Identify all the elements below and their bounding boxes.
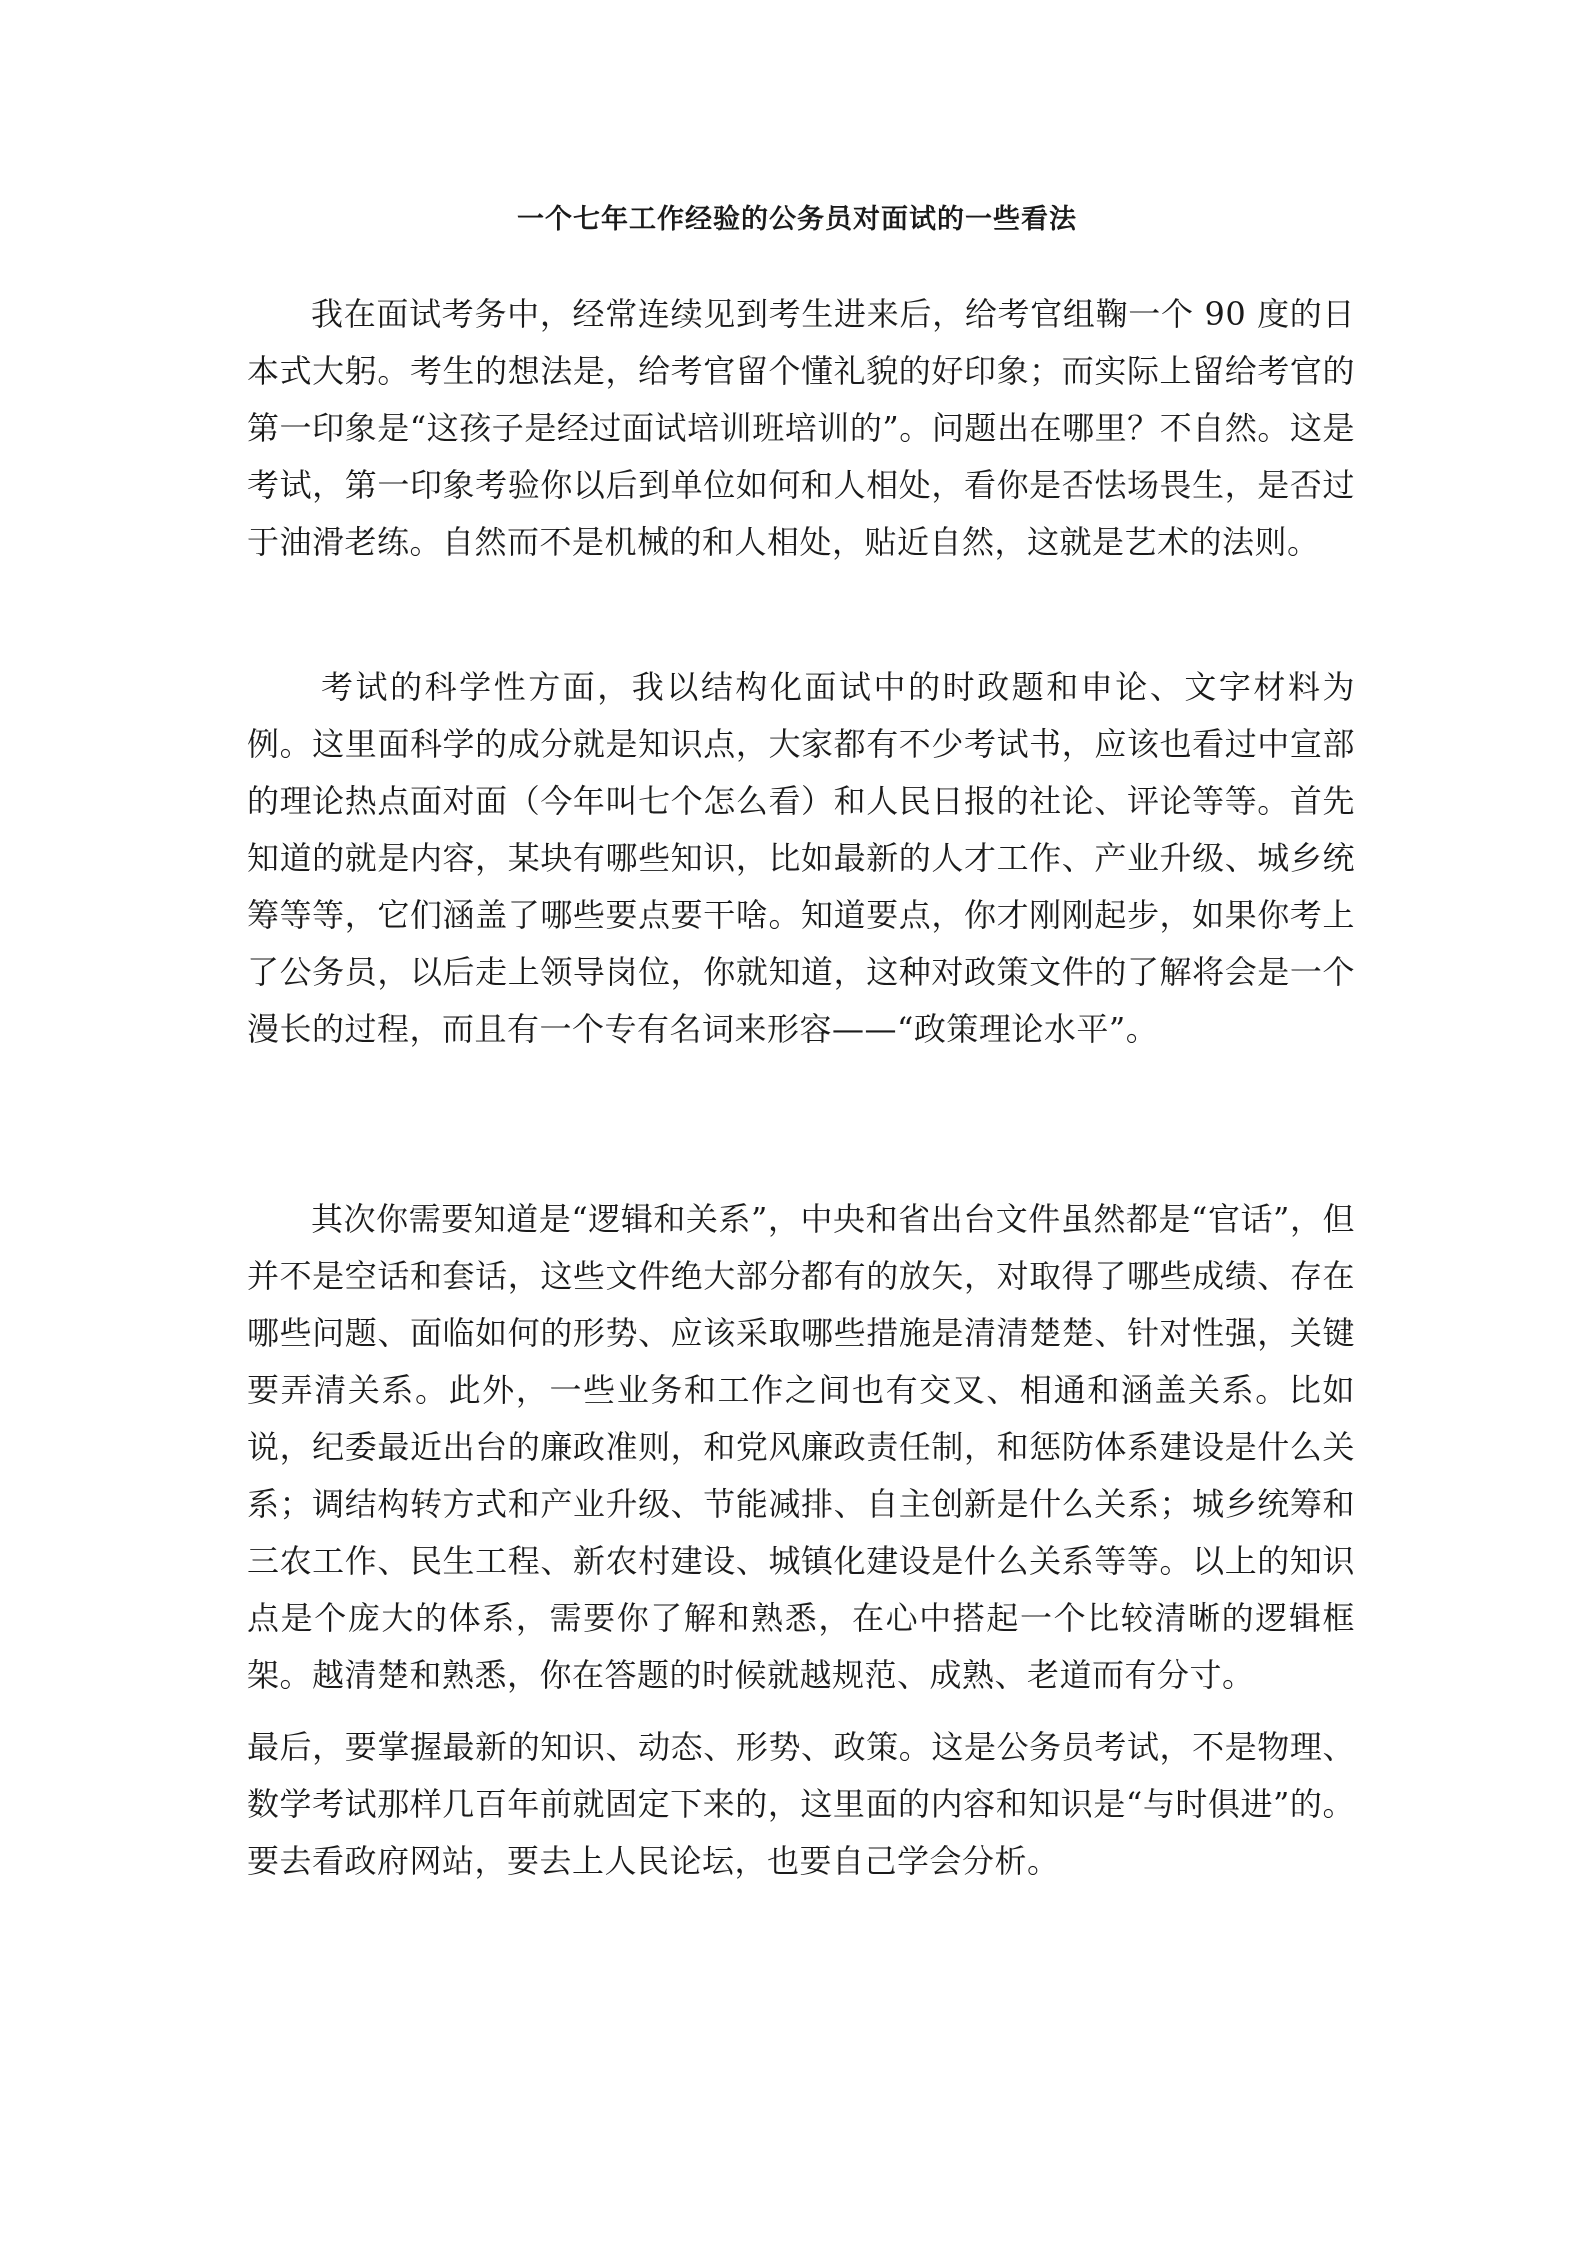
- paragraph-4: 最后，要掌握最新的知识、动态、形势、政策。这是公务员考试，不是物理、数学考试那样几百年前就固定下来的，这里面的内容和知识是“与时俱进”的。要去看政府网站，要去上人民论坛，也要自己学会分析。: [247, 1728, 1355, 1880]
- paragraph-1: 我在面试考务中，经常连续见到考生进来后，给考官组鞠一个 90 度的日本式大躬。考生的想法是，给考官留个懂礼貌的好印象；而实际上留给考官的第一印象是“这孩子是经过面试培训班培训的”。问题出在哪里？不自然。这是考试，第一印象考验你以后到单位如何和人相处，看你是否怯场畏生，是否过于油滑老练。自然而不是机械的和人相处，贴近自然，这就是艺术的法则。: [247, 295, 1355, 561]
- paragraph-2: 考试的科学性方面，我以结构化面试中的时政题和申论、文字材料为例。这里面科学的成分就是知识点，大家都有不少考试书，应该也看过中宣部的理论热点面对面（今年叫七个怎么看）和人民日报的社论、评论等等。首先知道的就是内容，某块有哪些知识，比如最新的人才工作、产业升级、城乡统筹等等，它们涵盖了哪些要点要干啥。知道要点，你才刚刚起步，如果你考上了公务员，以后走上领导岗位，你就知道，这种对政策文件的了解将会是一个漫长的过程，而且有一个专有名词来形容——“政策理论水平”。: [247, 668, 1355, 1048]
- paragraph-3: 其次你需要知道是“逻辑和关系”，中央和省出台文件虽然都是“官话”，但并不是空话和套话，这些文件绝大部分都有的放矢，对取得了哪些成绩、存在哪些问题、面临如何的形势、应该采取哪些措施是清清楚楚、针对性强，关键要弄清关系。此外，一些业务和工作之间也有交叉、相通和涵盖关系。比如说，纪委最近出台的廉政准则，和党风廉政责任制，和惩防体系建设是什么关系；调结构转方式和产业升级、节能减排、自主创新是什么关系；城乡统筹和三农工作、民生工程、新农村建设、城镇化建设是什么关系等等。以上的知识点是个庞大的体系，需要你了解和熟悉，在心中搭起一个比较清晰的逻辑框架。越清楚和熟悉，你在答题的时候就越规范、成熟、老道而有分寸。: [247, 1200, 1355, 1694]
- document-title: 一个七年工作经验的公务员对面试的一些看法: [517, 204, 1077, 235]
